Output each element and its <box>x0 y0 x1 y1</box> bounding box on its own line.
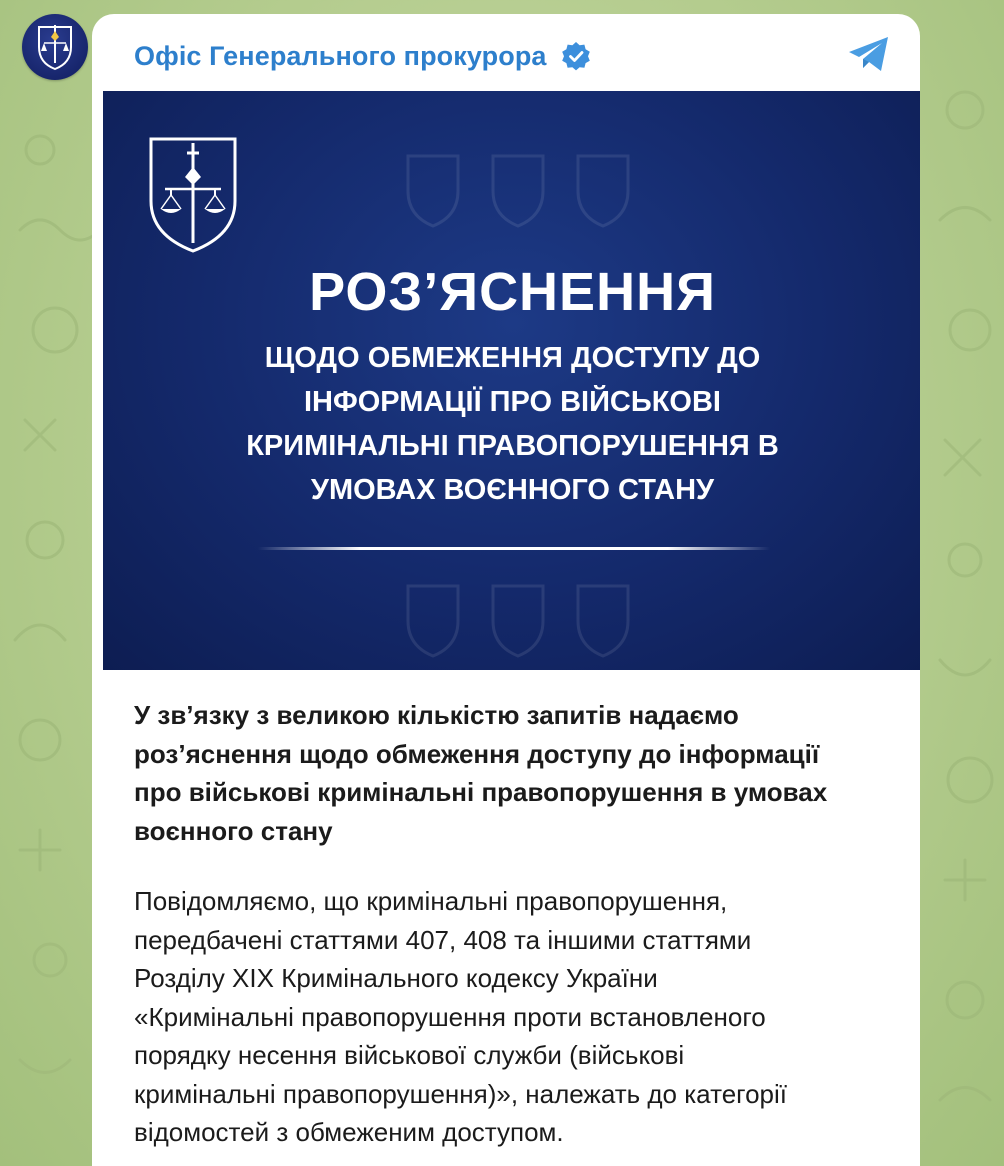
lead-line: про військові кримінальні правопорушення в умовах <box>134 777 828 807</box>
background-emblems-bottom <box>403 581 633 661</box>
poster-title: РОЗ’ЯСНЕННЯ <box>309 262 716 322</box>
channel-name[interactable]: Офіс Генерального прокурора <box>134 40 547 71</box>
body-line: відомостей з обмеженим доступом. <box>134 1117 564 1147</box>
message-body-text <box>134 882 894 1152</box>
body-line: порядку несення військової служби (військові <box>134 1040 685 1070</box>
poster-subtitle-line: ІНФОРМАЦІЇ ПРО ВІЙСЬКОВІ <box>304 386 721 418</box>
poster-subtitle-line: УМОВАХ ВОЄННОГО СТАНУ <box>310 474 715 506</box>
verified-badge-icon <box>561 41 591 71</box>
poster-subtitle-line: ЩОДО ОБМЕЖЕННЯ ДОСТУПУ ДО <box>264 342 761 374</box>
message-bubble <box>92 14 920 1166</box>
prosecutor-emblem-icon <box>147 135 239 255</box>
lead-line: У зв’язку з великою кількістю запитів надаємо <box>134 700 739 730</box>
poster-subtitle-line: КРИМІНАЛЬНІ ПРАВОПОРУШЕННЯ В <box>246 430 779 462</box>
poster-image[interactable] <box>103 91 920 670</box>
lead-line: роз’яснення щодо обмеження доступу до інформації <box>134 738 820 769</box>
telegram-share-icon[interactable] <box>846 34 892 74</box>
message-header <box>134 36 591 76</box>
channel-avatar[interactable] <box>22 14 88 80</box>
message-lead-text <box>134 696 894 850</box>
body-line: Розділу XIX Кримінального кодексу України <box>134 963 658 993</box>
body-line: Повідомляємо, що кримінальні правопорушення, <box>134 886 728 916</box>
body-line: кримінальні правопорушення)», належать до категорії <box>134 1078 787 1109</box>
poster-subtitle <box>163 336 862 512</box>
prosecutor-emblem-avatar-icon <box>35 23 75 71</box>
background-emblems-top <box>403 151 633 231</box>
poster-divider <box>258 547 770 550</box>
body-line: передбачені статтями 407, 408 та іншими статтями <box>134 924 752 955</box>
lead-line: воєнного стану <box>134 815 333 846</box>
body-line: «Кримінальні правопорушення проти встановленого <box>134 1001 766 1032</box>
